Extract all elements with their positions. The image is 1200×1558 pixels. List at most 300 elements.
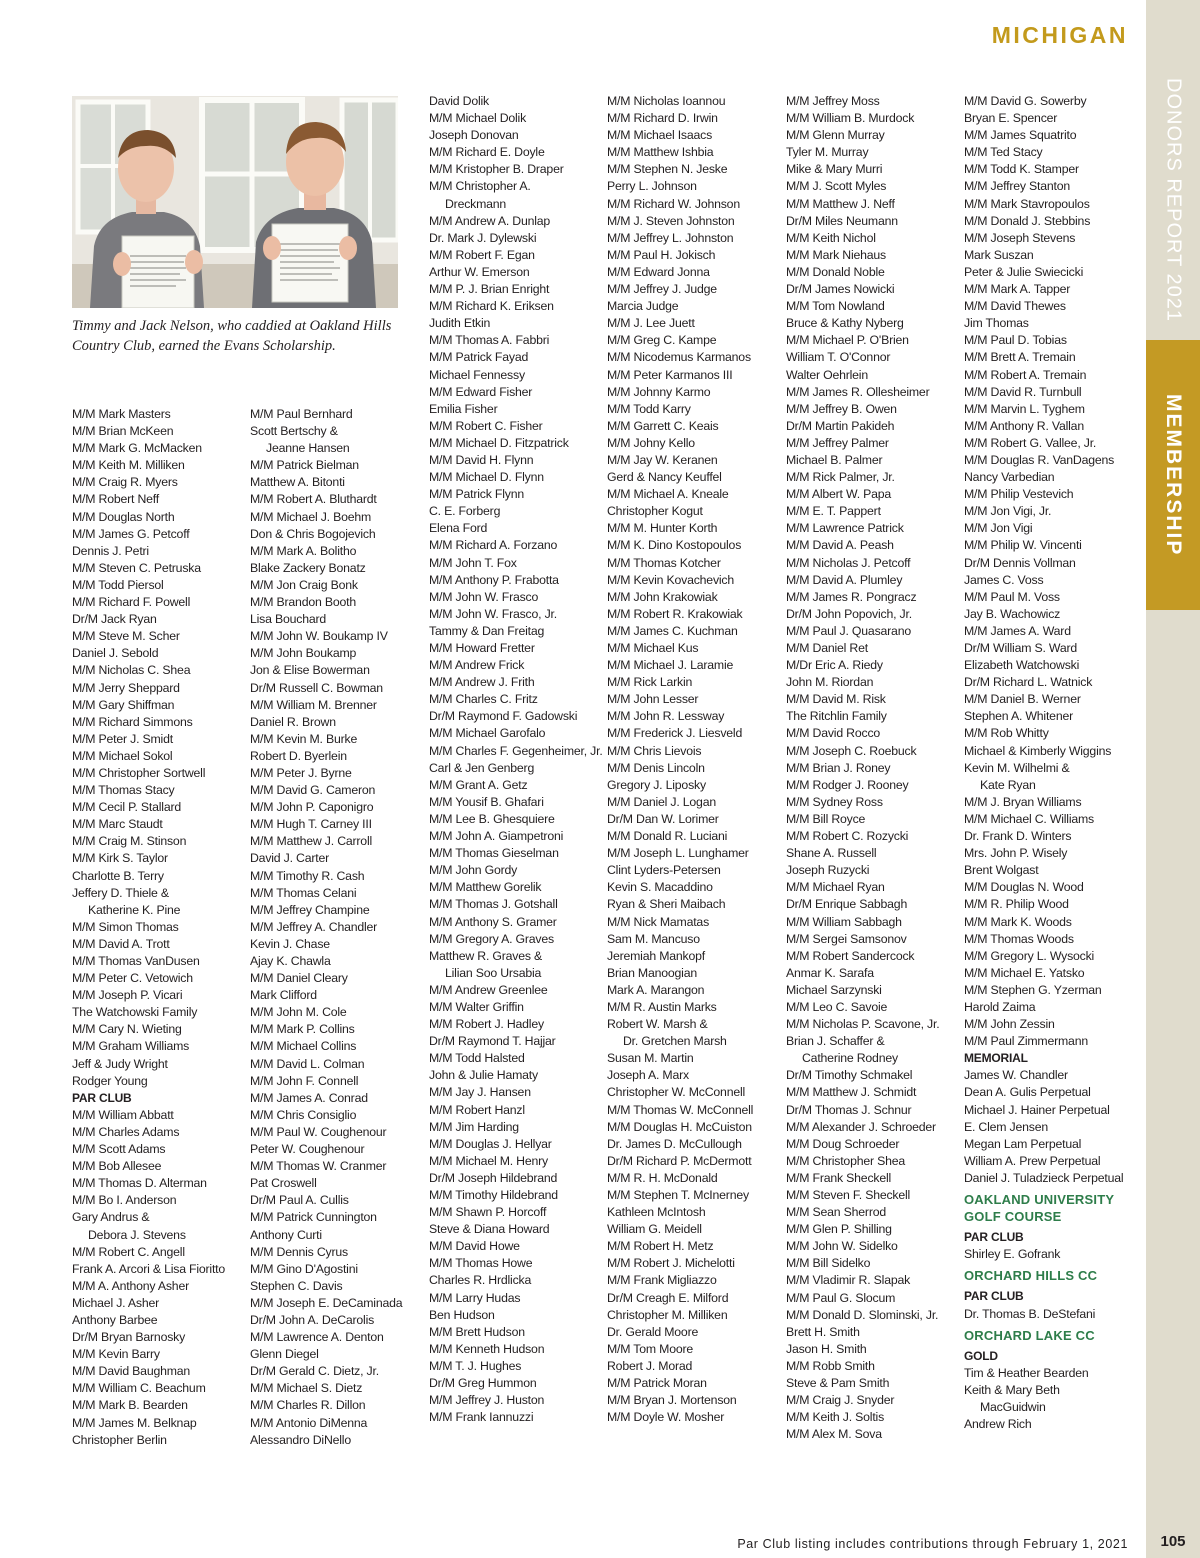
donor-name: M/M Douglas North [72, 509, 175, 524]
donor-name: M/M Mark Masters [72, 407, 171, 421]
donor-name: Mark A. Marangon [607, 982, 705, 997]
donor-name: M/M Mark B. Bearden [72, 1398, 188, 1413]
donor-name-continued: Jeanne Hansen [266, 441, 350, 456]
donor-name: Dr/M John A. DeCarolis [250, 1312, 375, 1327]
donor-name: Jason H. Smith [786, 1341, 867, 1356]
donor-name: M/M Joseph P. Vicari [72, 988, 183, 1003]
donor-name: Stephen C. Davis [250, 1278, 343, 1293]
donor-name: M/M Keith J. Soltis [786, 1410, 885, 1425]
donor-name: Don & Chris Bogojevich [250, 526, 376, 541]
section-heading: PAR CLUB [964, 1230, 1024, 1245]
donor-name: M/M Todd Karry [607, 401, 691, 416]
donor-name: M/M Michael Collins [250, 1039, 357, 1054]
donor-name: Michael & Kimberly Wiggins [964, 743, 1112, 758]
footer-note: Par Club listing includes contributions through February 1, 2021 [737, 1537, 1128, 1551]
donor-name: M/M James A. Conrad [250, 1090, 368, 1105]
donor-name: Robert J. Morad [607, 1358, 693, 1373]
donor-name: M/M Daniel Cleary [250, 971, 348, 986]
donor-name: Dr/M Raymond F. Gadowski [429, 709, 578, 724]
donor-name: Dr/M Jack Ryan [72, 612, 157, 627]
donor-name: Mark Clifford [250, 988, 317, 1003]
donor-name: Brent Wolgast [964, 863, 1039, 878]
donor-name: M/M Stephen T. McInerney [607, 1188, 749, 1202]
donor-name: M/M Frank Sheckell [786, 1170, 892, 1185]
donor-name: M/M Gregory L. Wysocki [964, 948, 1095, 963]
donor-name: M/M P. J. Brian Enright [429, 282, 550, 297]
donor-name: M/M Robert J. Michelotti [607, 1256, 735, 1271]
donor-column-6 [964, 93, 1123, 1433]
donor-name: M/M Daniel B. Werner [964, 692, 1081, 707]
donor-name: M/M Philip Vestevich [964, 487, 1074, 502]
donor-name: M/M Thomas Stacy [72, 783, 175, 798]
donor-name: M/M William Abbatt [72, 1107, 174, 1122]
donor-name: M/M Marc Staudt [72, 817, 163, 832]
donor-name: Megan Lam Perpetual [964, 1136, 1082, 1151]
donor-name: Gregory J. Liposky [607, 777, 706, 792]
section-heading: GOLD [964, 1348, 998, 1363]
donor-name: Lisa Bouchard [250, 612, 327, 627]
donor-name: M/M Brian J. Roney [786, 760, 891, 775]
donor-name: M/M Mark K. Woods [964, 914, 1072, 929]
donor-name: Tammy & Dan Freitag [429, 623, 545, 638]
donor-name: William G. Meidell [607, 1222, 702, 1237]
donor-name: M/M Gregory A. Graves [429, 931, 554, 946]
donor-name: M/M Thomas W. Cranmer [250, 1159, 387, 1174]
donor-name: Dr/M Dan W. Lorimer [607, 811, 719, 826]
donor-name: William A. Prew Perpetual [964, 1153, 1101, 1168]
donor-name: M/M Charles F. Gegenheimer, Jr. [429, 743, 603, 758]
donor-name: Dr/M Bryan Barnosky [72, 1330, 186, 1345]
donor-name: M/M Robert A. Bluthardt [250, 492, 377, 507]
donor-name: Matthew A. Bitonti [250, 475, 345, 490]
donor-name: David J. Carter [250, 851, 330, 866]
donor-column-2 [250, 406, 402, 1449]
donor-name: Bryan E. Spencer [964, 111, 1058, 126]
donor-name: M/M John A. Giampetroni [429, 829, 564, 844]
donor-name-continued: Kate Ryan [980, 777, 1036, 792]
donor-name: M/M Matthew Gorelik [429, 880, 542, 895]
donor-name: Ryan & Sheri Maibach [607, 897, 726, 912]
club-heading: ORCHARD HILLS CC [964, 1268, 1098, 1284]
donor-name: Christopher Kogut [607, 504, 703, 519]
page-header-state: MICHIGAN [991, 22, 1128, 48]
donor-name: Brian J. Schaffer & [786, 1034, 885, 1049]
donor-name: Anthony Barbee [72, 1312, 158, 1327]
donor-name: M/M Graham Williams [72, 1039, 190, 1054]
donor-name: M/M J. Steven Johnston [607, 213, 735, 228]
donor-name: M/M Antonio DiMenna [250, 1415, 368, 1430]
donor-name: Dr/M Martin Pakideh [786, 418, 895, 433]
donor-name: M/M Paul J. Quasarano [786, 623, 911, 638]
donor-name: M/M R. H. McDonald [607, 1170, 718, 1185]
donor-name: M/M Joseph C. Roebuck [786, 743, 917, 758]
donor-name: Alessandro DiNello [250, 1432, 351, 1447]
donor-name: M/M Frank Migliazzo [607, 1273, 717, 1288]
donor-name: William T. O'Connor [786, 350, 891, 365]
donor-name: M/M Albert W. Papa [786, 487, 892, 502]
donor-name: Ajay K. Chawla [250, 954, 331, 968]
donor-name: Joseph Donovan [429, 128, 519, 143]
donor-name: Emilia Fisher [429, 401, 498, 416]
donor-name: Shirley E. Gofrank [964, 1247, 1061, 1262]
donor-name: Anmar K. Sarafa [786, 965, 874, 980]
donor-name: Marcia Judge [607, 299, 679, 314]
donor-name: M/M Jeffrey L. Johnston [607, 230, 734, 245]
donor-name: M/M Andrew J. Frith [429, 675, 535, 690]
donor-name: M/M Tom Nowland [786, 299, 885, 314]
donor-name: M/M John Boukamp [250, 646, 357, 661]
donor-name: M/M Bill Sidelko [786, 1256, 871, 1271]
donor-name: M/M Nicholas Ioannou [607, 94, 726, 108]
donor-name: Christopher Berlin [72, 1432, 167, 1447]
donor-name-continued: Debora J. Stevens [88, 1227, 186, 1242]
donor-name: M/M Douglas R. VanDagens [964, 452, 1115, 467]
donor-name: M/M Jerry Sheppard [72, 680, 180, 695]
donor-name: M/M John W. Boukamp IV [250, 629, 388, 644]
donor-name: M/M Matthew J. Carroll [250, 834, 373, 849]
scholars-photo-illustration [72, 96, 398, 308]
donor-name: M/M Anthony R. Vallan [964, 418, 1084, 433]
donor-name: Tim & Heather Bearden [964, 1365, 1089, 1380]
donor-name: Robert W. Marsh & [607, 1017, 708, 1032]
donor-name: M/M Donald D. Slominski, Jr. [786, 1307, 939, 1322]
donor-name: M/M Todd Halsted [429, 1051, 525, 1066]
donor-name: M/M David Rocco [786, 726, 881, 741]
donor-name: M/M Michael D. Flynn [429, 470, 544, 485]
donor-name: M/M Paul Zimmermann [964, 1034, 1088, 1049]
section-heading: PAR CLUB [72, 1090, 132, 1105]
donor-name: M/M Garrett C. Keais [607, 418, 719, 433]
donor-name: Dr/M Enrique Sabbagh [786, 897, 908, 912]
donor-name: Kevin M. Wilhelmi & [964, 760, 1070, 775]
donor-name: M/M James R. Pongracz [786, 589, 917, 604]
donor-name: M/M J. Bryan Williams [964, 794, 1082, 809]
donor-name: Daniel J. Sebold [72, 646, 159, 661]
donor-name: M/M Richard Simmons [72, 714, 193, 729]
donor-name: Dr. Gerald Moore [607, 1324, 699, 1339]
donor-name: M/M R. Philip Wood [964, 897, 1069, 912]
donor-name: M/M Mark P. Collins [250, 1022, 355, 1037]
donor-name: M/M Thomas D. Alterman [72, 1176, 207, 1191]
donor-name: Carl & Jen Genberg [429, 760, 535, 775]
donor-name: M/M Joseph E. DeCaminada [250, 1295, 403, 1310]
donor-name: M/M Jeffrey B. Owen [786, 401, 897, 416]
donor-name: M/M John W. Sidelko [786, 1239, 898, 1254]
donor-name: M/M Mark Niehaus [786, 247, 886, 262]
donor-name: Jeff & Judy Wright [72, 1056, 168, 1071]
donor-name: M/M William C. Beachum [72, 1381, 206, 1396]
donor-name: M/M Jon Craig Bonk [250, 577, 358, 592]
donor-name: M/M Simon Thomas [72, 919, 179, 934]
donor-name: M/M Timothy Hildebrand [429, 1188, 558, 1202]
donor-column-1 [72, 406, 225, 1449]
donor-name: Mrs. John P. Wisely [964, 846, 1068, 861]
donor-name: M/M Todd Piersol [72, 577, 164, 592]
donor-name: Dr. Mark J. Dylewski [429, 230, 537, 245]
donor-name: Dr/M Joseph Hildebrand [429, 1170, 558, 1185]
donor-name: Dean A. Gulis Perpetual [964, 1085, 1091, 1100]
donor-name: M/M Charles Adams [72, 1124, 180, 1139]
donor-name: M/M Craig R. Myers [72, 475, 178, 490]
donor-name: M/M Brandon Booth [250, 595, 356, 610]
donor-name: M/M Sergei Samsonov [786, 931, 907, 946]
donor-name: M/M Mark Stavropoulos [964, 196, 1090, 211]
donor-name: M/M Charles R. Dillon [250, 1398, 366, 1413]
donor-name: Glenn Diegel [250, 1347, 319, 1362]
donor-name: M/M Keith M. Milliken [72, 458, 185, 473]
donor-name: M/M Nick Mamatas [607, 914, 710, 929]
donor-name: Christopher M. Milliken [607, 1307, 728, 1322]
donor-name: M/M Thomas Howe [429, 1256, 533, 1271]
donor-name: M/M Hugh T. Carney III [250, 817, 372, 832]
donor-name: M/M Patrick Fayad [429, 350, 529, 365]
donor-name: M/M Craig J. Snyder [786, 1393, 895, 1408]
donor-name: M/M David H. Flynn [429, 452, 534, 467]
donor-name: Rodger Young [72, 1073, 148, 1088]
donor-name: M/M Michael J. Laramie [607, 658, 734, 673]
donor-name: M/M Douglas J. Hellyar [429, 1136, 552, 1151]
donor-name: Charles R. Hrdlicka [429, 1273, 532, 1288]
donor-name: M/M Patrick Bielman [250, 458, 359, 473]
donor-name: Jeffery D. Thiele & [72, 885, 169, 900]
donor-name: M/M Alex M. Sova [786, 1427, 882, 1442]
donor-name: M/M David M. Risk [786, 692, 886, 707]
donor-name: Dr/M Greg Hummon [429, 1376, 537, 1391]
donor-name: Scott Bertschy & [250, 424, 338, 439]
donor-name: M/M Jeffrey Palmer [786, 435, 889, 450]
donor-name: M/M Mark A. Bolitho [250, 543, 357, 558]
donor-name: M/M Doyle W. Mosher [607, 1410, 725, 1425]
donor-name: M/M David L. Colman [250, 1056, 365, 1071]
donor-name: M/M John W. Frasco [429, 589, 539, 604]
donor-name: M/M Rob Whitty [964, 726, 1049, 741]
donor-name: M/M R. Austin Marks [607, 999, 717, 1014]
donor-name-continued: Catherine Rodney [802, 1051, 898, 1066]
donor-name: M/M Ted Stacy [964, 145, 1043, 160]
donor-name: M/M Chris Lievois [607, 743, 702, 758]
donor-name: M/M Anthony P. Frabotta [429, 572, 559, 587]
donor-name: Dr/M Russell C. Bowman [250, 680, 383, 695]
donor-name: James C. Voss [964, 572, 1044, 587]
donor-name: M/Dr Eric A. Riedy [786, 658, 883, 673]
donor-name: M/M Michael E. Yatsko [964, 965, 1085, 980]
donor-name: Clint Lyders-Petersen [607, 863, 721, 878]
donor-name: M/M Thomas Gieselman [429, 846, 559, 861]
donor-name: M/M M. Hunter Korth [607, 521, 718, 536]
donor-name: Dr/M James Nowicki [786, 282, 895, 297]
donor-name: M/M Scott Adams [72, 1142, 166, 1157]
donor-name: M/M Denis Lincoln [607, 760, 705, 775]
donor-name: M/M Charles C. Fritz [429, 692, 538, 707]
donor-name: M/M Jon Vigi [964, 521, 1033, 536]
donor-name: Stephen A. Whitener [964, 709, 1073, 724]
donor-name: Steve & Pam Smith [786, 1376, 890, 1391]
donor-name: M/M Brian McKeen [72, 424, 174, 439]
donor-name: M/M Rick Palmer, Jr. [786, 470, 895, 485]
donor-name: M/M Stephen G. Yzerman [964, 982, 1102, 997]
donor-name: M/M Craig M. Stinson [72, 834, 187, 849]
donor-name: M/M Cecil P. Stallard [72, 800, 182, 815]
donor-name: M/M David Howe [429, 1239, 520, 1254]
donor-name: M/M Johny Kello [607, 435, 695, 450]
donor-name: M/M Robert A. Tremain [964, 367, 1087, 382]
donor-name: Dr. Thomas B. DeStefani [964, 1306, 1096, 1321]
donor-name: M/M Frederick J. Liesveld [607, 726, 743, 741]
donor-name: Dennis J. Petri [72, 543, 149, 558]
donor-name: M/M Nicodemus Karmanos [607, 350, 751, 365]
donor-name: M/M Johnny Karmo [607, 384, 711, 399]
donor-name: M/M Robert G. Vallee, Jr. [964, 435, 1097, 450]
donor-name: Daniel J. Tuladzieck Perpetual [964, 1170, 1124, 1185]
donor-name: M/M Howard Fretter [429, 641, 535, 655]
donor-name: Jeremiah Mankopf [607, 948, 705, 963]
donor-name: M/M Nicholas C. Shea [72, 663, 191, 678]
donor-name: M/M Robert C. Rozycki [786, 829, 909, 844]
donor-name: M/M Robert Neff [72, 492, 159, 507]
donor-name: M/M Robert R. Krakowiak [607, 606, 743, 621]
scholars-photo [72, 96, 398, 308]
side-report-label: DONORS REPORT 2021 [1162, 77, 1185, 322]
donor-name: M/M Robert J. Hadley [429, 1017, 544, 1032]
donor-name: M/M Michael P. O'Brien [786, 333, 909, 348]
donor-name: M/M Bryan J. Mortenson [607, 1393, 737, 1408]
donor-name: Bruce & Kathy Nyberg [786, 316, 904, 331]
donor-name: M/M Steven C. Petruska [72, 560, 201, 575]
donor-name: M/M Kristopher B. Draper [429, 162, 564, 177]
donor-name: Mark Suszan [964, 247, 1034, 262]
donor-name: M/M Jim Harding [429, 1119, 519, 1134]
donor-name: M/M John Lesser [607, 692, 699, 707]
donor-name: M/M Bob Allesee [72, 1159, 162, 1174]
donor-name: M/M Thomas VanDusen [72, 954, 200, 968]
donor-name: M/M Dennis Cyrus [250, 1244, 348, 1259]
donor-name: M/M Jeffrey Champine [250, 902, 370, 917]
donor-name: M/M J. Lee Juett [607, 316, 695, 331]
donor-name: M/M Michael Garofalo [429, 726, 546, 741]
donor-name: M/M Glenn Murray [786, 128, 885, 143]
donor-name: M/M Peter J. Byrne [250, 765, 352, 780]
donor-name: M/M David A. Peash [786, 538, 894, 553]
donor-name: Blake Zackery Bonatz [250, 560, 366, 575]
donor-name: M/M Robert Hanzl [429, 1102, 525, 1117]
donor-name: M/M Patrick Cunnington [250, 1210, 377, 1225]
donor-name: M/M Tom Moore [607, 1341, 693, 1356]
donor-name: Matthew R. Graves & [429, 948, 543, 963]
donor-name: Dr/M Miles Neumann [786, 213, 898, 228]
donor-name: The Ritchlin Family [786, 709, 887, 724]
donor-name: Tyler M. Murray [786, 145, 869, 160]
donor-name: M/M William Sabbagh [786, 914, 902, 929]
donor-name: M/M Thomas Kotcher [607, 555, 721, 570]
donor-name: M/M Daniel J. Logan [607, 794, 716, 809]
donor-name: James W. Chandler [964, 1068, 1068, 1083]
donor-name-continued: Lilian Soo Ursabia [445, 965, 542, 980]
donor-name: M/M Peter C. Vetowich [72, 971, 193, 986]
donor-name: M/M Paul M. Voss [964, 589, 1060, 604]
donor-name: Joseph A. Marx [607, 1068, 689, 1083]
donor-name: M/M Greg C. Kampe [607, 333, 717, 348]
donor-name: M/M Philip W. Vincenti [964, 538, 1082, 553]
donor-name: M/M Brett A. Tremain [964, 350, 1076, 365]
donor-name: M/M David A. Plumley [786, 572, 903, 587]
donor-name-continued: Katherine K. Pine [88, 902, 181, 917]
donor-name: E. Clem Jensen [964, 1119, 1048, 1134]
donor-name: M/M Jon Vigi, Jr. [964, 504, 1052, 519]
donor-name: M/M Paul H. Jokisch [607, 247, 716, 262]
donor-name: Kevin J. Chase [250, 936, 330, 951]
donor-name: C. E. Forberg [429, 504, 501, 519]
donor-name: Michael Sarzynski [786, 982, 882, 997]
donor-name: Judith Etkin [429, 316, 491, 331]
donor-name: M/M David A. Trott [72, 936, 170, 951]
donor-name: Arthur W. Emerson [429, 264, 530, 279]
donor-name: M/M Chris Consiglio [250, 1107, 357, 1122]
donor-name: Kevin S. Macaddino [607, 880, 713, 895]
donor-name: M/M Lawrence Patrick [786, 521, 904, 536]
donor-name: Daniel R. Brown [250, 714, 336, 729]
donor-name: Dr/M Timothy Schmakel [786, 1068, 913, 1083]
donor-name: M/M Rodger J. Rooney [786, 777, 909, 792]
donor-name: M/M Edward Jonna [607, 264, 710, 279]
donor-name: M/M E. T. Pappert [786, 504, 881, 519]
donor-name: M/M Steven F. Sheckell [786, 1188, 911, 1202]
donor-name: M/M Alexander J. Schroeder [786, 1119, 936, 1134]
donor-name: M/M Michael Isaacs [607, 128, 713, 143]
donor-name: M/M Peter Karmanos III [607, 367, 733, 382]
donor-name: M/M Doug Schroeder [786, 1136, 900, 1151]
donor-name: Kathleen McIntosh [607, 1205, 706, 1220]
donor-name: M/M Michael J. Boehm [250, 509, 372, 524]
donor-name: M/M James G. Petcoff [72, 526, 190, 541]
donor-name: M/M Douglas H. McCuiston [607, 1119, 752, 1134]
donor-name: Jim Thomas [964, 316, 1029, 331]
donor-name: M/M James M. Belknap [72, 1415, 197, 1430]
donor-name: Brett H. Smith [786, 1324, 860, 1339]
donor-name: M/M Bill Royce [786, 811, 866, 826]
donor-name: Dr/M Thomas J. Schnur [786, 1102, 912, 1117]
donor-name: M/M Matthew J. Neff [786, 196, 895, 211]
donor-name: M/M Jay W. Keranen [607, 452, 718, 467]
donor-name: M/M Michael A. Kneale [607, 487, 729, 502]
donor-name: M/M Kevin Kovachevich [607, 572, 735, 587]
donor-name: M/M Timothy R. Cash [250, 868, 365, 883]
donor-name: M/M Michael M. Henry [429, 1153, 548, 1168]
donor-column-3 [429, 93, 603, 1426]
donor-name: Joseph Ruzycki [786, 863, 870, 878]
donor-name: M/M Kirk S. Taylor [72, 851, 168, 866]
donor-name: M/M Kenneth Hudson [429, 1341, 545, 1356]
donor-name: M/M Christopher A. [429, 179, 531, 194]
side-section-label: MEMBERSHIP [1162, 393, 1185, 557]
donor-name: M/M David Thewes [964, 299, 1066, 314]
donor-name: Susan M. Martin [607, 1051, 694, 1066]
donor-name: Dr/M Dennis Vollman [964, 555, 1076, 570]
donor-name: M/M Jeffrey Stanton [964, 179, 1071, 194]
donor-name: The Watchowski Family [72, 1005, 198, 1020]
donor-name: M/M Grant A. Getz [429, 777, 528, 792]
donor-name: M/M Lee B. Ghesquiere [429, 811, 555, 826]
donor-name: Michael J. Asher [72, 1295, 160, 1310]
donor-name: M/M Cary N. Wieting [72, 1022, 182, 1037]
donor-name: Pat Croswell [250, 1176, 317, 1191]
donor-name: M/M Gino D'Agostini [250, 1261, 358, 1276]
donor-name: M/M Brett Hudson [429, 1324, 525, 1339]
donor-name: David Dolik [429, 94, 489, 108]
donor-name: Anthony Curti [250, 1227, 322, 1242]
donor-name: M/M Thomas A. Fabbri [429, 333, 550, 348]
donor-name: M/M Jeffrey A. Chandler [250, 919, 378, 934]
donor-name: Dr. James D. McCullough [607, 1136, 742, 1151]
